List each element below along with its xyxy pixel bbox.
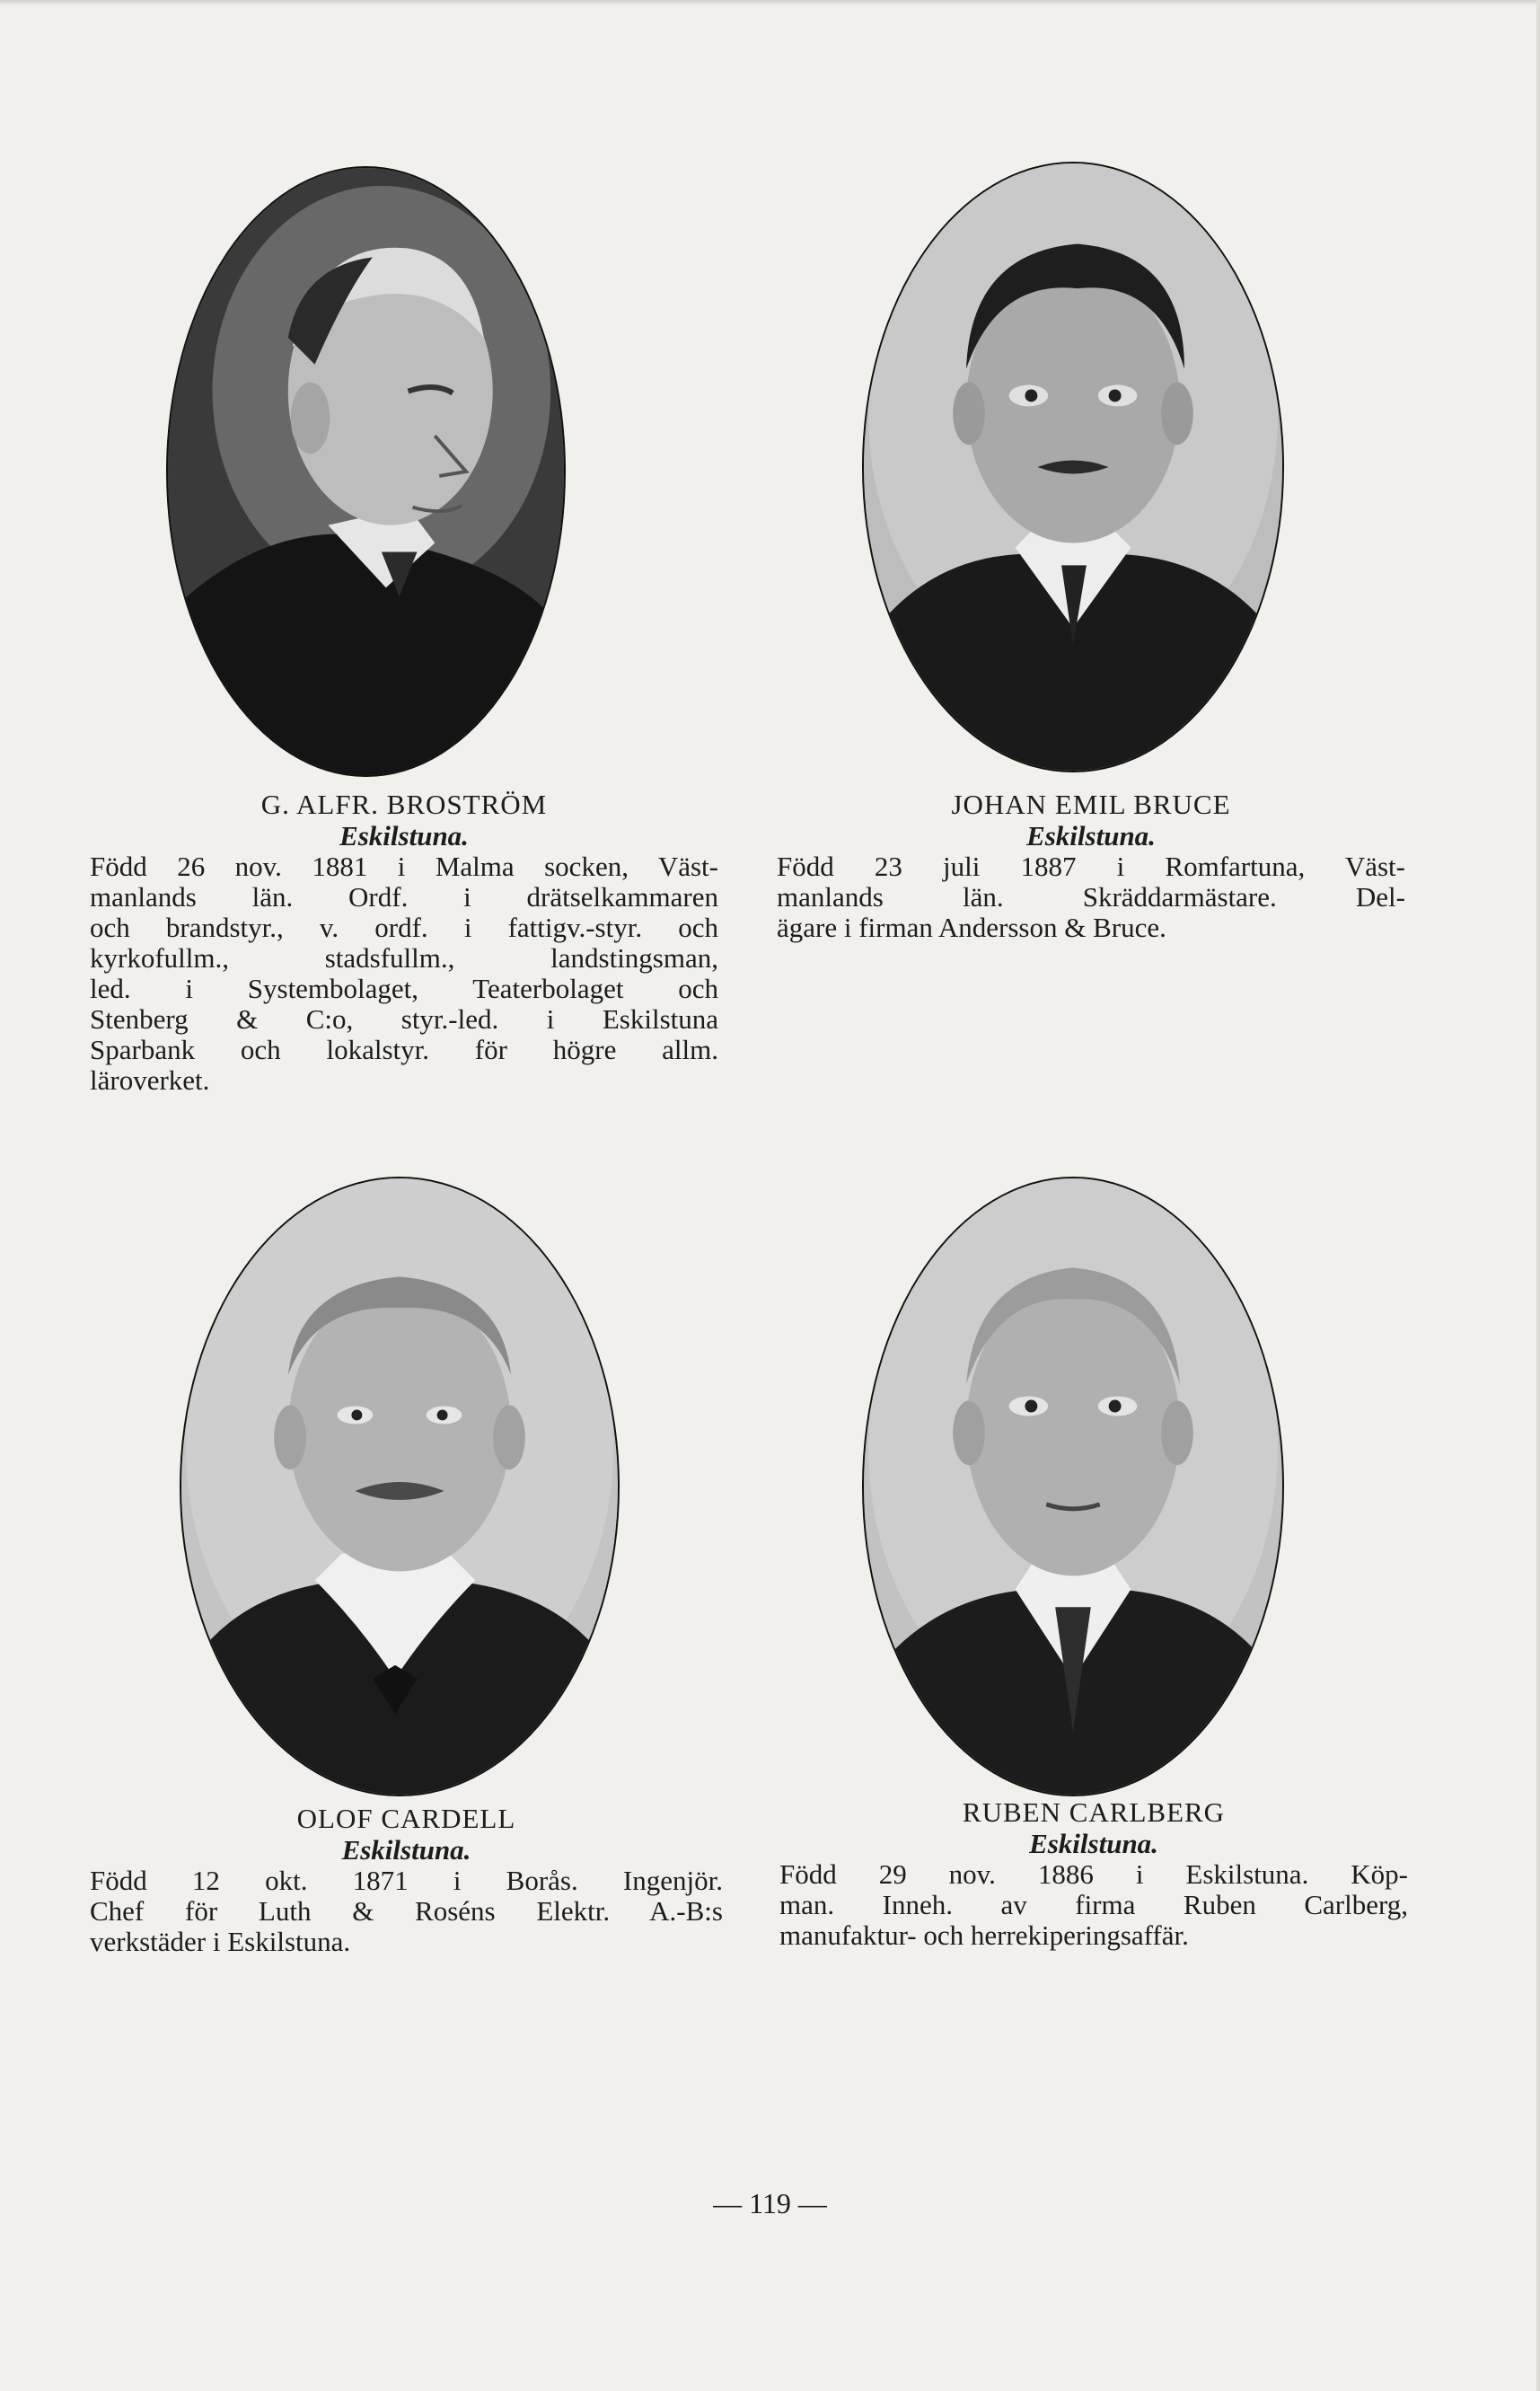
bio-line: kyrkofullm., stadsfullm., landstingsman,	[90, 943, 718, 974]
bio-line: Född 12 okt. 1871 i Borås. Ingenjör.	[90, 1866, 723, 1896]
bio-line: ägare i firman Andersson & Bruce.	[777, 913, 1166, 943]
portrait-photo-icon	[168, 168, 564, 775]
bio-line: Född 29 nov. 1886 i Eskilstuna. Köp-	[779, 1859, 1408, 1890]
caption-bruce	[777, 789, 1405, 943]
bio-line: Chef för Luth & Roséns Elektr. A.-B:s	[90, 1896, 723, 1927]
person-bio	[90, 1866, 723, 1957]
person-place: Eskilstuna.	[1029, 1828, 1158, 1859]
portrait-bruce	[862, 162, 1284, 772]
bio-line: manlands län. Ordf. i drätselkammaren	[90, 882, 718, 913]
portrait-photo-icon	[864, 1178, 1282, 1795]
person-bio	[779, 1859, 1408, 1951]
person-name: OLOF CARDELL	[296, 1803, 516, 1834]
page-number: — 119 —	[713, 2187, 827, 2219]
page-edge-right	[1536, 0, 1540, 2391]
bio-line: verkstäder i Eskilstuna.	[90, 1927, 351, 1957]
portrait-brostrom	[166, 166, 566, 777]
bio-line: manufaktur- och herrekiperingsaffär.	[779, 1920, 1189, 1951]
portrait-photo-icon	[864, 163, 1282, 771]
bio-line: man. Inneh. av firma Ruben Carlberg,	[779, 1890, 1408, 1920]
bio-line: Sparbank och lokalstyr. för högre allm.	[90, 1035, 718, 1065]
person-name: JOHAN EMIL BRUCE	[951, 789, 1231, 820]
portrait-carlberg	[862, 1177, 1284, 1796]
caption-carlberg	[779, 1796, 1408, 1951]
person-place: Eskilstuna.	[339, 820, 469, 851]
person-name: RUBEN CARLBERG	[962, 1796, 1226, 1828]
bio-line: led. i Systembolaget, Teaterbolaget och	[90, 974, 718, 1004]
page-edge-top	[0, 0, 1540, 5]
bio-line: Född 26 nov. 1881 i Malma socken, Väst-	[90, 851, 718, 882]
portrait-photo-icon	[181, 1178, 618, 1795]
bio-line: och brandstyr., v. ordf. i fattigv.-styr. och	[90, 913, 718, 943]
person-bio	[777, 851, 1405, 943]
caption-cardell	[90, 1803, 723, 1957]
person-name: G. ALFR. BROSTRÖM	[260, 789, 548, 820]
bio-line: manlands län. Skräddarmästare. Del-	[777, 882, 1405, 913]
person-place: Eskilstuna.	[341, 1834, 471, 1866]
person-bio	[90, 851, 718, 1096]
bio-line: läroverket.	[90, 1065, 210, 1096]
person-place: Eskilstuna.	[1026, 820, 1156, 851]
bio-line: Född 23 juli 1887 i Romfartuna, Väst-	[777, 851, 1405, 882]
bio-line: Stenberg & C:o, styr.-led. i Eskilstuna	[90, 1004, 718, 1035]
caption-brostrom	[90, 789, 718, 1096]
portrait-cardell	[180, 1177, 620, 1796]
